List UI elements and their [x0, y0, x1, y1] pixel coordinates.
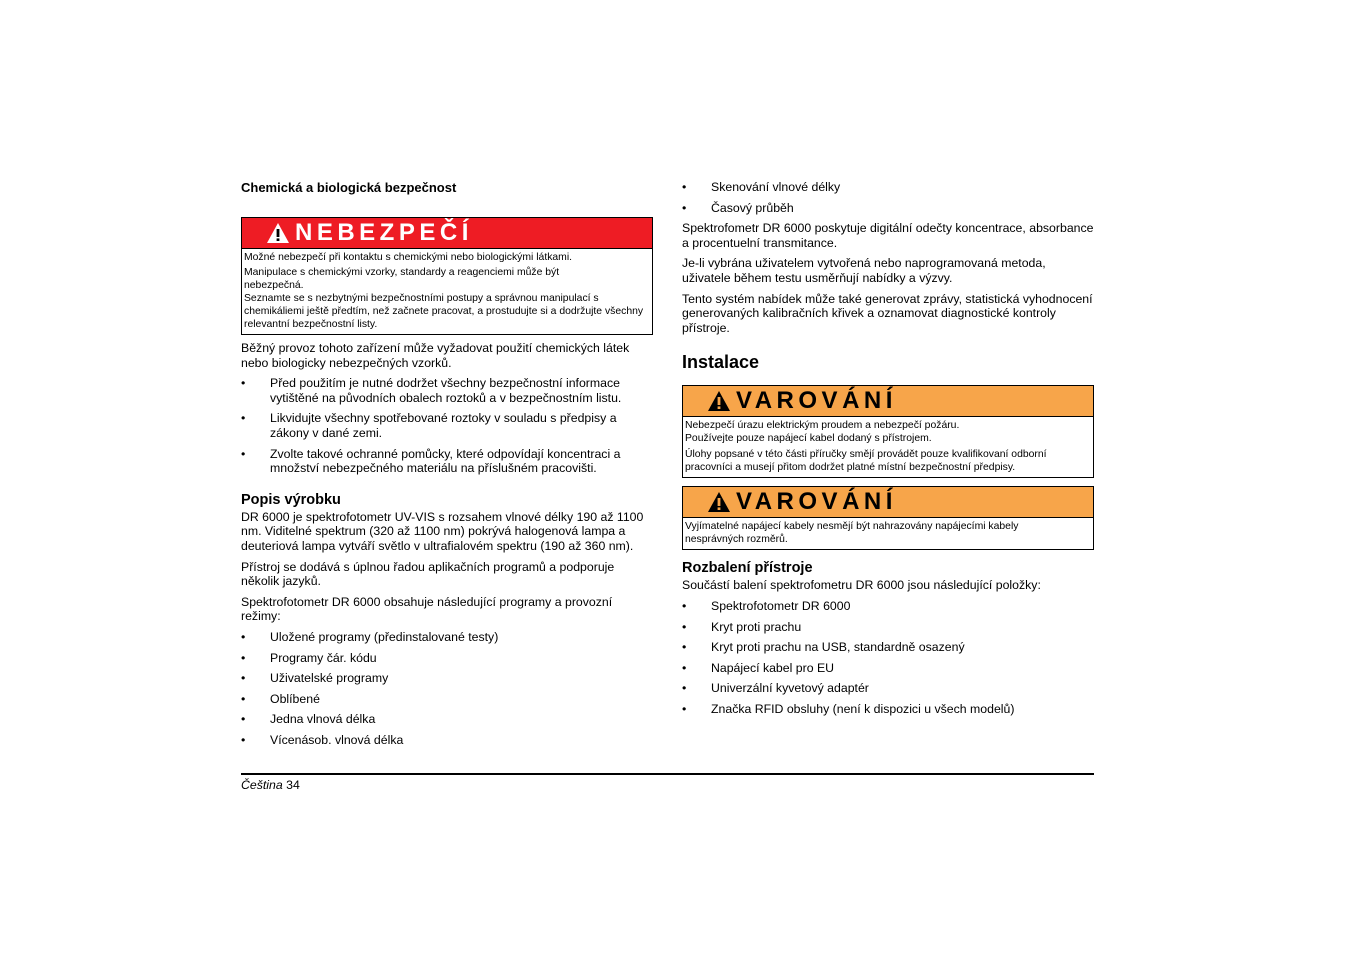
readout-paragraph: Spektrofometr DR 6000 poskytuje digitální odečty koncentrace, absorbance a procentuelní transmitance. — [682, 221, 1094, 250]
list-item: • Značka RFID obsluhy (není k dispozici u všech modelů) — [682, 701, 1015, 716]
list-item: • Před použitím je nutné dodržet všechny bezpečnostní informace vytištěné na původních obalech roztoků a v bezpečnostním listu. — [241, 376, 622, 405]
modes-list — [241, 630, 653, 748]
danger-title: NEBEZPEČÍ — [295, 219, 473, 246]
left-column — [241, 176, 653, 747]
modes-list-continued — [682, 180, 1094, 215]
footer-page-number: 34 — [286, 778, 300, 792]
list-item: • Programy čár. kódu — [241, 650, 377, 665]
section-heading-product: Popis výrobku — [241, 491, 341, 508]
warning-header-1 — [683, 386, 1093, 416]
danger-line-1: Možné nebezpečí při kontaktu s chemickými nebo biologickými látkami. — [244, 252, 573, 263]
menu-paragraph: Tento systém nabídek může také generovat zprávy, statistická vyhodnocení generovaných kalibračních křivek a oznamovat diagnostické kontroly přístroje. — [682, 291, 1093, 335]
list-item: • Jedna vlnová délka — [241, 712, 376, 727]
list-item: • Časový průběh — [682, 200, 794, 215]
list-item: • Skenování vlnové délky — [682, 180, 841, 194]
safety-bullet-list — [241, 376, 653, 476]
warning-body-2 — [683, 517, 1093, 549]
list-item: • Kryt proti prachu na USB, standardně osazený — [682, 640, 965, 655]
warning1-line-1: Nebezpečí úrazu elektrickým proudem a nebezpečí požáru. — [685, 420, 960, 432]
warning-box-1 — [682, 385, 1094, 478]
section-heading-installation: Instalace — [682, 352, 760, 373]
warning-body-1 — [683, 416, 1093, 477]
list-item: • Univerzální kyvetový adaptér — [682, 681, 869, 696]
chemical-intro: Běžný provoz tohoto zařízení může vyžadovat použití chemických látek nebo biologicky nebezpečných vzorků. — [241, 341, 630, 370]
list-item: • Uložené programy (předinstalované testy) — [241, 629, 499, 644]
unpack-items-list — [682, 599, 1094, 717]
danger-line-3: Seznamte se s nezbytnými bezpečnostními postupy a správnou manipulací s chemikáliemi ještě předtím, než začnete pracovat, a prostudujte si a dodržujte všechny relevantní bezpečnostní listy. — [244, 293, 644, 330]
danger-box — [241, 217, 653, 335]
warning-triangle-icon — [266, 222, 290, 244]
warning1-line-3: Úlohy popsané v této části příručky smějí provádět pouze kvalifikovaní odborní pracovníci a musejí přitom dodržet platné místní bezpečnostní předpisy. — [685, 449, 1047, 474]
warning2-line-1: Vyjímatelné napájecí kabely nesmějí být nahrazovány napájecími kabely nesprávných rozměrů. — [685, 521, 1019, 546]
list-item: • Oblíbené — [241, 691, 320, 706]
list-item: • Spektrofotometr DR 6000 — [682, 598, 851, 613]
warning1-line-2: Používejte pouze napájecí kabel dodaný s přístrojem. — [685, 433, 932, 445]
warning-box-2 — [682, 486, 1094, 550]
list-item: • Likvidujte všechny spotřebované roztoky v souladu s předpisy a zákony v dané zemi. — [241, 411, 617, 440]
list-item: • Zvolte takové ochranné pomůcky, které odpovídají koncentraci a množství nebezpečného materiálu na příslušném pracovišti. — [241, 446, 621, 476]
warning-title-2: VAROVÁNÍ — [736, 488, 897, 516]
right-column — [682, 176, 1094, 717]
list-item: • Kryt proti prachu — [682, 619, 802, 634]
list-item: • Vícenásob. vlnová délka — [241, 732, 404, 747]
page-footer — [241, 778, 300, 793]
warning-header-2 — [683, 487, 1093, 517]
danger-header — [242, 218, 652, 248]
section-heading-unpacking: Rozbalení přístroje — [682, 560, 813, 577]
list-item: • Napájecí kabel pro EU — [682, 660, 835, 675]
product-paragraph-3: Spektrofotometr DR 6000 obsahuje následující programy a provozní režimy: — [241, 594, 613, 624]
footer-divider — [241, 773, 1094, 775]
warning-triangle-icon — [707, 390, 731, 412]
unpack-intro: Součástí balení spektrofometru DR 6000 jsou následující položky: — [682, 578, 1041, 593]
warning-title-1: VAROVÁNÍ — [736, 387, 897, 415]
warning-triangle-icon — [707, 491, 731, 513]
product-paragraph-1: DR 6000 je spektrofotometr UV-VIS s rozsahem vlnové délky 190 až 1100 nm. Viditelné spektrum (320 až 1100 nm) pokrývá halogenová lampa a deuteriová lampa vytváří světlo v ultrafialovém spektru (190 až 360 nm). — [241, 509, 644, 553]
danger-body — [242, 248, 652, 334]
list-item: • Uživatelské programy — [241, 671, 389, 686]
method-paragraph: Je-li vybrána uživatelem vytvořená nebo naprogramovaná metoda, uživatele během testu usměrňují nabídky a výzvy. — [682, 256, 1046, 285]
footer-language: Čeština — [241, 778, 283, 792]
section-heading-chemical-safety: Chemická a biologická bezpečnost — [241, 180, 457, 195]
product-paragraph-2: Přístroj se dodává s úplnou řadou aplikačních programů a podporuje několik jazyků. — [241, 559, 615, 589]
danger-line-2: Manipulace s chemickými vzorky, standardy a reagenciemi může být nebezpečná. — [244, 267, 560, 291]
